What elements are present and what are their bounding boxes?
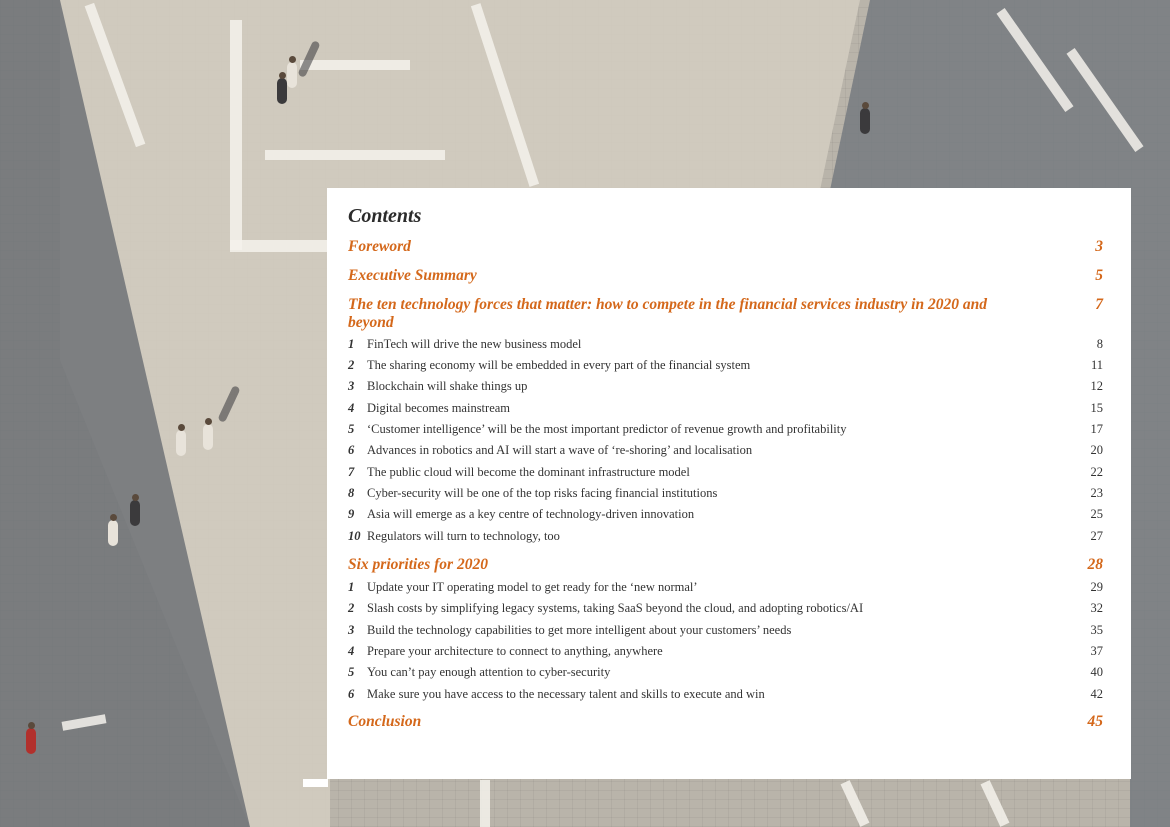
toc-item-label: The public cloud will become the dominant infrastructure model	[367, 465, 690, 479]
pavement-line	[480, 780, 490, 827]
toc-item[interactable]	[348, 420, 1103, 438]
toc-item-number: 4	[348, 644, 355, 658]
toc-item-label: Update your IT operating model to get ready for the ‘new normal’	[367, 580, 698, 594]
toc-section-label: Executive Summary	[348, 267, 477, 284]
toc-item-number: 2	[348, 358, 355, 372]
toc-page-number: 5	[1095, 267, 1103, 284]
toc-item-number: 3	[348, 623, 355, 637]
toc-item-page: 35	[1090, 623, 1103, 637]
toc-item[interactable]	[348, 399, 1103, 417]
toc-page-number: 3	[1095, 238, 1103, 255]
toc-item-page: 8	[1096, 337, 1103, 351]
toc-item[interactable]	[348, 642, 1103, 660]
toc-item-label: ‘Customer intelligence’ will be the most important predictor of revenue growth and profitability	[367, 422, 847, 436]
toc-item-number: 6	[348, 687, 355, 701]
toc-foreword[interactable]	[348, 238, 1103, 256]
toc-item-page: 23	[1090, 486, 1103, 500]
pedestrian	[860, 108, 870, 134]
pavement-line	[230, 20, 242, 250]
toc-item-number: 1	[348, 580, 355, 594]
toc-page-number: 7	[1095, 296, 1103, 313]
pedestrian	[26, 728, 36, 754]
toc-item[interactable]	[348, 484, 1103, 502]
toc-item-page: 29	[1090, 580, 1103, 594]
toc-item-page: 22	[1090, 465, 1103, 479]
toc-item-label: Cyber-security will be one of the top risks facing financial institutions	[367, 486, 718, 500]
toc-item[interactable]	[348, 335, 1103, 353]
toc-item-label: Make sure you have access to the necessary talent and skills to execute and win	[367, 687, 765, 701]
toc-item-number: 5	[348, 665, 355, 679]
toc-item[interactable]	[348, 505, 1103, 523]
toc-section-label: Foreword	[348, 238, 411, 255]
toc-section-label: Conclusion	[348, 713, 422, 730]
toc-item[interactable]	[348, 685, 1103, 703]
toc-item-page: 40	[1090, 665, 1103, 679]
pedestrian	[287, 62, 297, 88]
toc-page-number: 45	[1087, 713, 1103, 730]
toc-item-label: The sharing economy will be embedded in every part of the financial system	[367, 358, 751, 372]
toc-item-number: 5	[348, 422, 355, 436]
pavement-line	[981, 780, 1010, 827]
toc-item-label: FinTech will drive the new business model	[367, 337, 582, 351]
toc-item-page: 17	[1090, 422, 1103, 436]
toc-item-page: 11	[1090, 358, 1103, 372]
toc-item-number: 6	[348, 443, 355, 457]
toc-item-label: Digital becomes mainstream	[367, 401, 511, 415]
toc-item-page: 27	[1090, 529, 1103, 543]
toc-item[interactable]	[348, 441, 1103, 459]
panel-tab	[303, 779, 328, 787]
pedestrian	[130, 500, 140, 526]
toc-item-number: 1	[348, 337, 355, 351]
pedestrian	[176, 430, 186, 456]
pedestrian	[277, 78, 287, 104]
pavement-line	[300, 60, 410, 70]
toc-item-page: 15	[1090, 401, 1103, 415]
pedestrian	[108, 520, 118, 546]
toc-item-label: Prepare your architecture to connect to anything, anywhere	[367, 644, 663, 658]
toc-item-number: 7	[348, 465, 355, 479]
toc-item-label: Build the technology capabilities to get more intelligent about your customers’ needs	[367, 623, 792, 637]
toc-item-page: 37	[1090, 644, 1103, 658]
toc-page-number: 28	[1087, 556, 1103, 573]
toc-item-page: 32	[1090, 601, 1103, 615]
contents-panel	[327, 188, 1131, 779]
toc-executive-summary[interactable]	[348, 267, 1103, 285]
toc-item-label: You can’t pay enough attention to cyber-security	[367, 665, 611, 679]
toc-ten-forces[interactable]	[348, 296, 1103, 332]
toc-item[interactable]	[348, 377, 1103, 395]
toc-item-label: Advances in robotics and AI will start a wave of ‘re-shoring’ and localisation	[367, 443, 753, 457]
toc-item[interactable]	[348, 663, 1103, 681]
toc-item-page: 25	[1090, 507, 1103, 521]
toc-item-number: 4	[348, 401, 355, 415]
toc-item-label: Regulators will turn to technology, too	[367, 529, 560, 543]
toc-item-page: 20	[1090, 443, 1103, 457]
toc-item-number: 3	[348, 379, 355, 393]
toc-item[interactable]	[348, 463, 1103, 481]
pedestrian	[203, 424, 213, 450]
toc-item-label: Slash costs by simplifying legacy systems, taking SaaS beyond the cloud, and adopting robotics/AI	[367, 601, 864, 615]
toc-six-priorities[interactable]	[348, 556, 1103, 574]
toc-item-label: Asia will emerge as a key centre of technology-driven innovation	[367, 507, 695, 521]
toc-item-number: 9	[348, 507, 355, 521]
pavement-line	[841, 780, 870, 827]
toc-item-number: 10	[348, 529, 361, 543]
contents-title: Contents	[348, 205, 422, 227]
toc-item[interactable]	[348, 356, 1103, 374]
toc-item-label: Blockchain will shake things up	[367, 379, 528, 393]
toc-section-label: Six priorities for 2020	[348, 556, 488, 573]
toc-conclusion[interactable]	[348, 713, 1103, 731]
pavement-line	[265, 150, 445, 160]
toc-item-number: 2	[348, 601, 355, 615]
toc-item-number: 8	[348, 486, 355, 500]
toc-item-page: 12	[1090, 379, 1103, 393]
toc-item-page: 42	[1090, 687, 1103, 701]
toc-item[interactable]	[348, 621, 1103, 639]
toc-item[interactable]	[348, 527, 1103, 545]
toc-item[interactable]	[348, 599, 1103, 617]
toc-item[interactable]	[348, 578, 1103, 596]
toc-section-label: The ten technology forces that matter: how to compete in the financial services industry in 2020 and beyond	[348, 296, 987, 331]
